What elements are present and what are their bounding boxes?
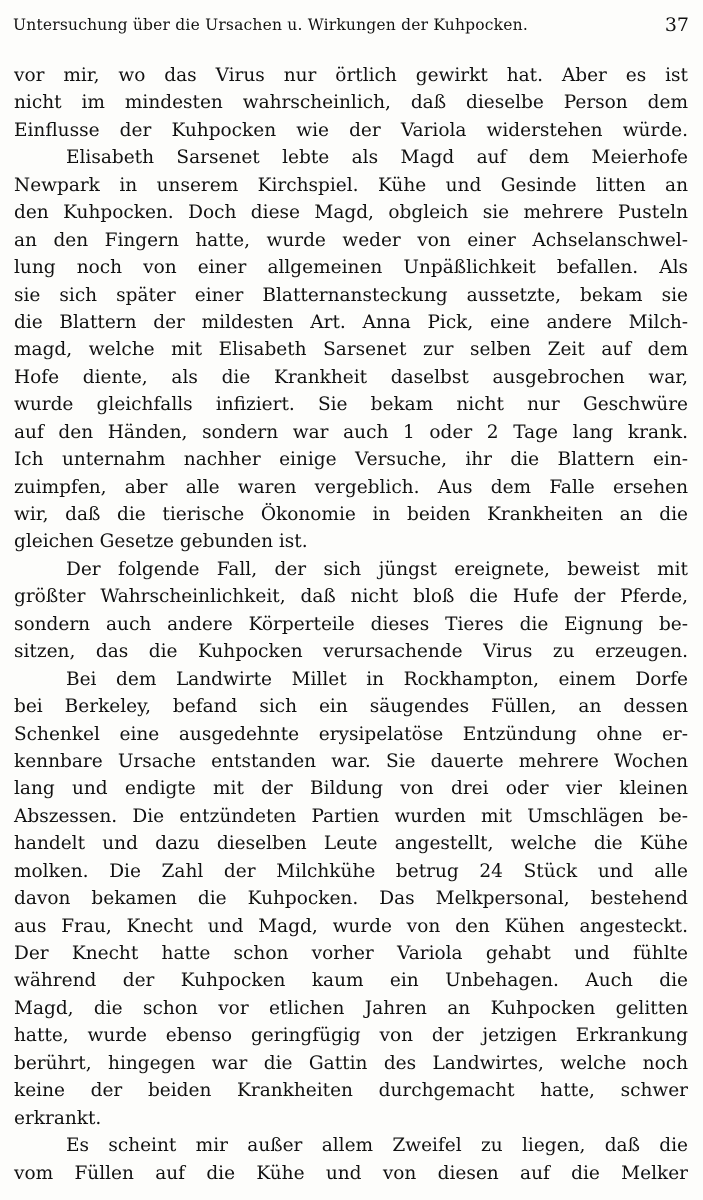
text-line: Schenkel eine ausgedehnte erysipelatöse Entzündung ohne er- <box>14 723 688 745</box>
text-line: davon bekamen die Kuhpocken. Das Melkpersonal, bestehend <box>14 888 688 910</box>
text-line: Magd, die schon vor etlichen Jahren an Kuhpocken gelitten <box>14 997 688 1019</box>
text-line: Hofe diente, als die Krankheit daselbst ausgebrochen war, <box>14 366 688 388</box>
text-line: die Blattern der mildesten Art. Anna Pick, eine andere Milch- <box>14 311 688 333</box>
text-line: Elisabeth Sarsenet lebte als Magd auf dem Meierhofe <box>66 147 688 169</box>
text-line: zuimpfen, aber alle waren vergeblich. Aus dem Falle ersehen <box>14 476 688 498</box>
running-head-title: Untersuchung über die Ursachen u. Wirkungen der Kuhpocken. <box>13 16 528 34</box>
text-line: Ich unternahm nachher einige Versuche, ihr die Blattern ein- <box>14 449 688 471</box>
body-text <box>14 62 688 1187</box>
text-line: Es scheint mir außer allem Zweifel zu liegen, daß die <box>66 1135 688 1157</box>
text-line: Bei dem Landwirte Millet in Rockhampton, einem Dorfe <box>66 668 688 690</box>
text-line: Abszessen. Die entzündeten Partien wurden mit Umschlägen be- <box>14 805 688 827</box>
text-line: lang und endigte mit der Bildung von drei oder vier kleinen <box>14 778 688 800</box>
text-line: Newpark in unserem Kirchspiel. Kühe und Gesinde litten an <box>14 174 688 196</box>
text-line: bei Berkeley, befand sich ein säugendes Füllen, an dessen <box>14 696 688 718</box>
text-line: berührt, hingegen war die Gattin des Landwirtes, welche noch <box>14 1052 688 1074</box>
text-line: lung noch von einer allgemeinen Unpäßlichkeit befallen. Als <box>14 257 688 279</box>
text-line: während der Kuhpocken kaum ein Unbehagen. Auch die <box>14 970 688 992</box>
text-line: gleichen Gesetze gebunden ist. <box>14 531 308 553</box>
text-line: den Kuhpocken. Doch diese Magd, obgleich sie mehrere Pusteln <box>14 202 688 224</box>
text-line: größter Wahrscheinlichkeit, daß nicht bloß die Hufe der Pferde, <box>14 586 688 608</box>
text-line: wir, daß die tierische Ökonomie in beiden Krankheiten an die <box>14 504 688 525</box>
text-line: magd, welche mit Elisabeth Sarsenet zur selben Zeit auf dem <box>14 339 688 361</box>
text-line: hatte, wurde ebenso geringfügig von der jetzigen Erkrankung <box>14 1025 688 1047</box>
text-line: sitzen, das die Kuhpocken verursachende Virus zu erzeugen. <box>14 641 688 663</box>
text-line: kennbare Ursache entstanden war. Sie dauerte mehrere Wochen <box>14 750 688 772</box>
text-line: vom Füllen auf die Kühe und von diesen auf die Melker <box>14 1162 688 1184</box>
text-line: handelt und dazu dieselben Leute angestellt, welche die Kühe <box>14 833 688 855</box>
text-line: Einflusse der Kuhpocken wie der Variola widerstehen würde. <box>14 119 688 141</box>
text-line: aus Frau, Knecht und Magd, wurde von den Kühen angesteckt. <box>14 915 688 937</box>
text-line: auf den Händen, sondern war auch 1 oder 2 Tage lang krank. <box>14 421 688 443</box>
text-line: molken. Die Zahl der Milchkühe betrug 24 Stück und alle <box>14 860 688 882</box>
text-line: keine der beiden Krankheiten durchgemacht hatte, schwer <box>14 1080 688 1102</box>
text-line: erkrankt. <box>14 1107 102 1129</box>
text-line: an den Fingern hatte, wurde weder von einer Achselanschwel- <box>14 229 688 251</box>
text-line: Der folgende Fall, der sich jüngst ereignete, beweist mit <box>66 558 688 580</box>
text-line: sondern auch andere Körperteile dieses Tieres die Eignung be- <box>14 613 688 635</box>
text-line: Der Knecht hatte schon vorher Variola gehabt und fühlte <box>14 943 688 964</box>
running-head <box>13 14 689 44</box>
page-number: 37 <box>664 14 689 36</box>
text-line: wurde gleichfalls infiziert. Sie bekam nicht nur Geschwüre <box>14 394 688 416</box>
text-line: nicht im mindesten wahrscheinlich, daß dieselbe Person dem <box>14 92 688 114</box>
text-line: vor mir, wo das Virus nur örtlich gewirkt hat. Aber es ist <box>14 65 688 86</box>
text-line: sie sich später einer Blatternansteckung aussetzte, bekam sie <box>14 284 688 306</box>
